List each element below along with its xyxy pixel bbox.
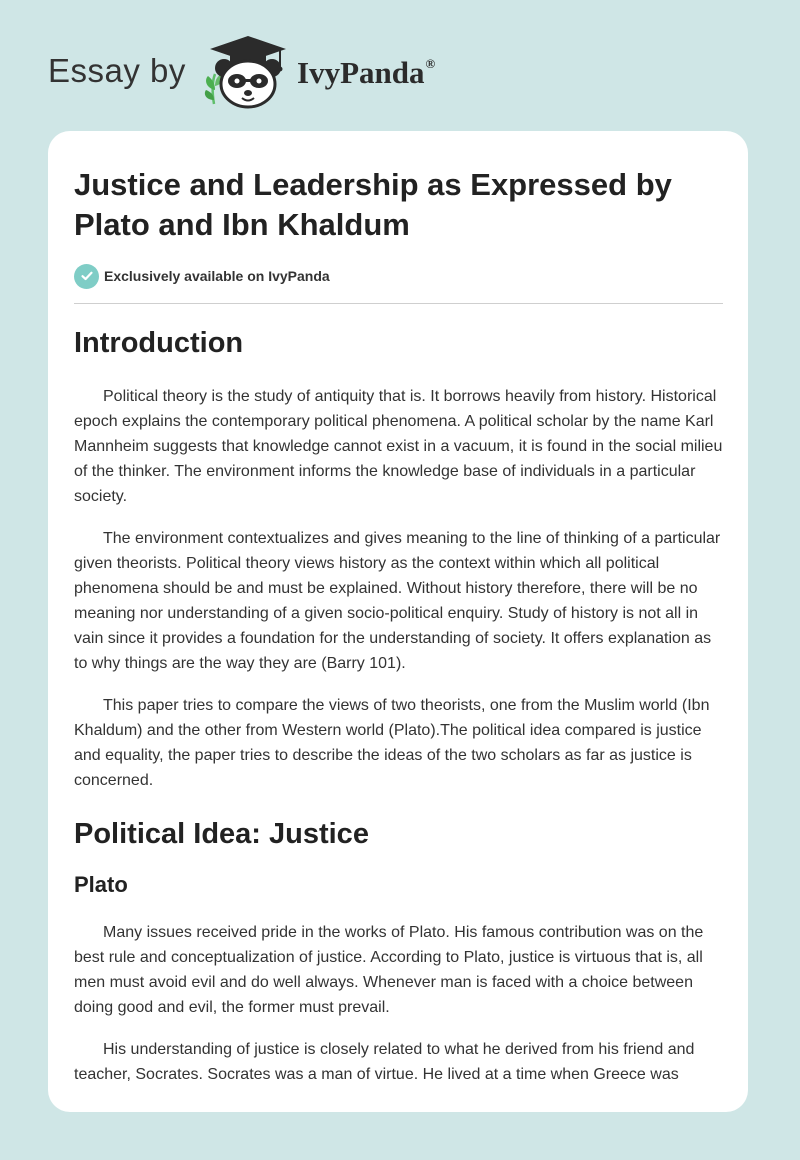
title-divider xyxy=(74,303,723,304)
brand-name[interactable] xyxy=(297,55,435,91)
site-header xyxy=(0,0,800,120)
registered-mark: ® xyxy=(425,56,436,71)
essay-card xyxy=(48,131,748,1112)
panda-graduate-logo-icon[interactable] xyxy=(200,34,292,110)
plato-heading: Plato xyxy=(74,872,128,897)
brand-name-text: IvyPanda xyxy=(297,55,425,90)
intro-paragraph-3: This paper tries to compare the views of two theorists, one from the Muslim world (Ibn Khaldum) and the other from Western world (Plato).The political idea compared is justice and equality, the paper tries to describe the ideas of the two scholars as far as justice is concerned. xyxy=(74,697,710,789)
introduction-heading: Introduction xyxy=(74,327,244,359)
intro-paragraph-1: Political theory is the study of antiquity that is. It borrows heavily from history. Historical epoch explains the contemporary political phenomena. A political scholar by the name Karl Mannheim suggests that knowledge cannot exist in a vacuum, it is found in the social milieu of the thinker. The environment informs the knowledge base of individuals in a particular society. xyxy=(74,388,723,505)
political-idea-heading: Political Idea: Justice xyxy=(74,818,369,850)
plato-paragraph-2: His understanding of justice is closely related to what he derived from his friend and teacher, Socrates. Socrates was a man of virtue. He lived at a time when Greece was xyxy=(74,1041,695,1083)
exclusive-badge-text: Exclusively available on IvyPanda xyxy=(104,268,330,284)
intro-paragraph-2: The environment contextualizes and gives meaning to the line of thinking of a particular given theorists. Political theory views history as the context within which all political phenomena should be and must be explained. Without history therefore, there will be no meaning nor understanding of a given socio-political enquiry. Study of history is not all in vain since it provides a foundation for the understanding of society. It offers explanation as to why things are the way they are (Barry 101). xyxy=(74,530,721,672)
essay-body xyxy=(74,323,724,1087)
exclusive-badge xyxy=(74,263,330,289)
brand-prefix: Essay by xyxy=(48,52,186,89)
essay-title: Justice and Leadership as Expressed by Plato and Ibn Khaldum xyxy=(74,167,672,242)
plato-paragraph-1: Many issues received pride in the works of Plato. His famous contribution was on the best rule and conceptualization of justice. According to Plato, justice is virtuous that is, all men must avoid evil and do well always. Whenever man is faced with a choice between doing good and evil, the former must prevail. xyxy=(74,924,704,1016)
check-circle-icon xyxy=(74,264,99,289)
